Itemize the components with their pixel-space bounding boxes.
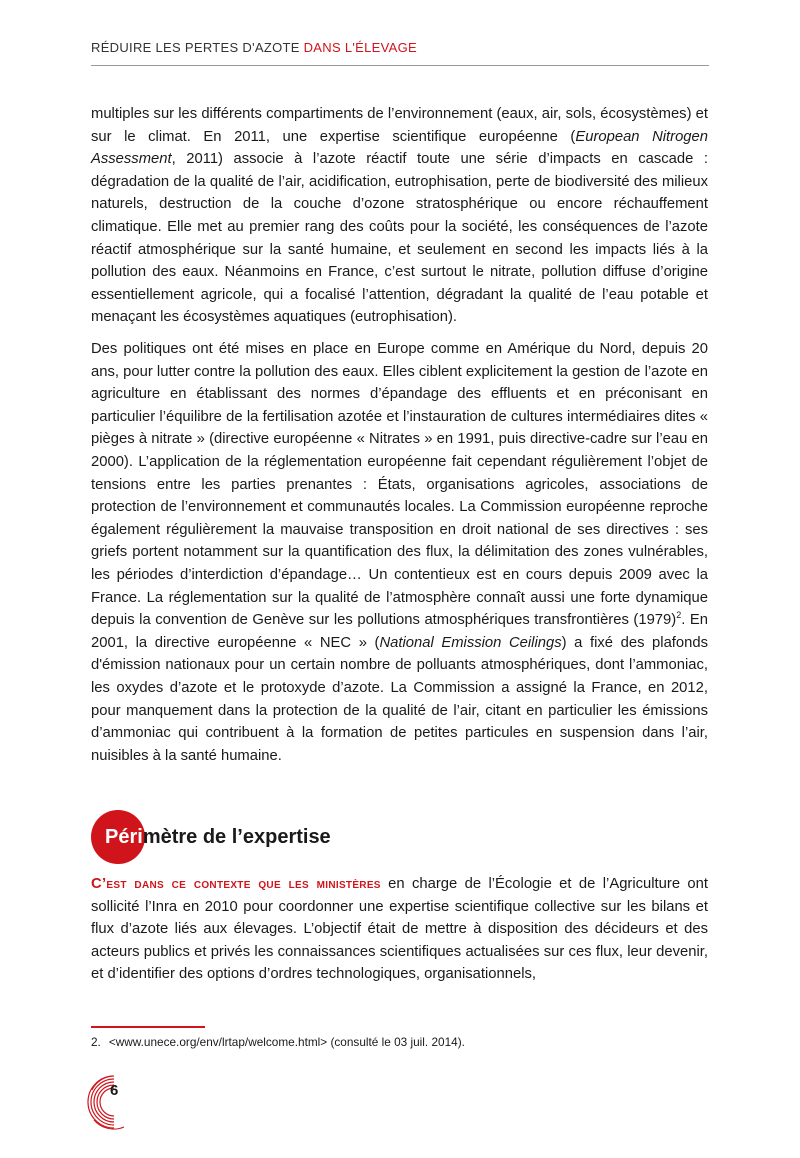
swirl-logo-icon <box>84 1072 140 1132</box>
section-heading-part-2: mètre de l’expertise <box>142 825 331 848</box>
footnote-reference[interactable]: 2 <box>676 610 682 621</box>
paragraph-1 <box>91 103 708 329</box>
footnote-link-text[interactable]: <www.unece.org/env/lrtap/welcome.html> (consulté le 03 juil. 2014). <box>108 1035 465 1049</box>
footnote <box>91 1035 465 1049</box>
paragraph-3-text: en charge de l’Écologie et de l’Agriculture ont sollicité l’Inra en 2010 pour coordonner une expertise scientifique collective sur les bilans et flux d’azote liés aux élevages. L’objectif était de mettre à disposition des décideurs et des acteurs publics et privés les connaissances scientifiques actualisées sur ces flux, leur devenir, et d’identifier des options d’ordres technologiques, organisationnels, <box>91 876 708 983</box>
paragraph-3 <box>91 873 708 986</box>
running-header <box>91 40 417 55</box>
paragraph-1-text-a: multiples sur les différents compartiments de l’environnement (eaux, air, sols, écosystèmes) et sur le climat. En 2011, une expertise scientifique européenne ( <box>91 106 708 145</box>
section-heading-text <box>91 826 331 849</box>
paragraph-1-text-c: , 2011) associe à l’azote réactif toute une série d’impacts en cascade : dégradation de la qualité de l’air, acidification, eutrophisation, perte de biodiversité des milieux naturels, destruction de la couche d’ozone stratosphérique ou encore réchauffement climatique. Elle met au premier rang des coûts pour la société, les conséquences de l’azote réactif atmosphérique sur la santé humaine, et seulement en second les impacts liés à la pollution des eaux. Néanmoins en France, c’est surtout le nitrate, pollution diffuse d’origine essentiellement agricole, qui a focalisé l’attention, dégradant la qualité de l’eau potable et menaçant les écosystèmes aquatiques (eutrophisation). <box>91 151 708 326</box>
paragraph-3-lead: C’est dans ce contexte que les ministères <box>91 876 381 892</box>
paragraph-2-italic: National Emission Ceilings <box>379 634 562 651</box>
page-number: 6 <box>110 1082 119 1099</box>
section-heading-part-1: Péri <box>105 825 143 848</box>
footnote-number: 2. <box>91 1035 101 1049</box>
header-rule <box>91 65 709 66</box>
paragraph-2 <box>91 338 708 767</box>
paragraph-2-text-a: Des politiques ont été mises en place en Europe comme en Amérique du Nord, depuis 20 ans, pour lutter contre la pollution des eaux. Elles ciblent explicitement la gestion de l’azote en agriculture en établissant des normes d’épandage des effluents et en préconisant en particulier l’équilibre de la fertilisation azotée et l’instauration de cultures intermédiaires dites « pièges à nitrate » (directive européenne « Nitrates » en 1991, puis directive-cadre sur l’eau en 2000). L’application de la réglementation européenne fait cependant régulièrement l’objet de tensions entre les parties prenantes : États, organisations agricoles, associations de protection de l’environnement et communautés locales. La Commission européenne reproche également régulièrement la mauvaise transposition en droit national de ses directives : ses griefs portent notamment sur la quantification des flux, la délimitation des zones vulnérables, les périodes d’interdiction d’épandage… Un contentieux est en cours depuis 2009 avec la France. La réglementation sur la qualité de l’atmosphère connaît aussi une forte dynamique depuis la convention de Genève sur les pollutions atmosphériques transfrontières (1979) <box>91 341 708 629</box>
paragraph-1-italic: European Nitrogen Assessment <box>91 128 708 168</box>
running-header-main: RÉDUIRE LES PERTES D'AZOTE <box>91 40 304 55</box>
paragraph-2-text-b: . En 2001, la directive européenne « NEC » ( <box>91 612 708 651</box>
running-header-highlight: DANS L'ÉLEVAGE <box>303 40 417 55</box>
section-heading <box>91 810 331 864</box>
paragraph-2-text-d: ) a fixé des plafonds d'émission nationaux pour un certain nombre de polluants atmosphériques, dont l’ammoniac, les oxydes d’azote et le protoxyde d’azote. La Commission a assigné la France, en 2012, pour manquement dans la protection de la qualité de l’air, citant en particulier les émissions d’ammoniac qui contribuent à la formation de petites particules en suspension dans l’air, nuisibles à la santé humaine. <box>91 634 709 764</box>
footnote-rule <box>91 1026 205 1028</box>
